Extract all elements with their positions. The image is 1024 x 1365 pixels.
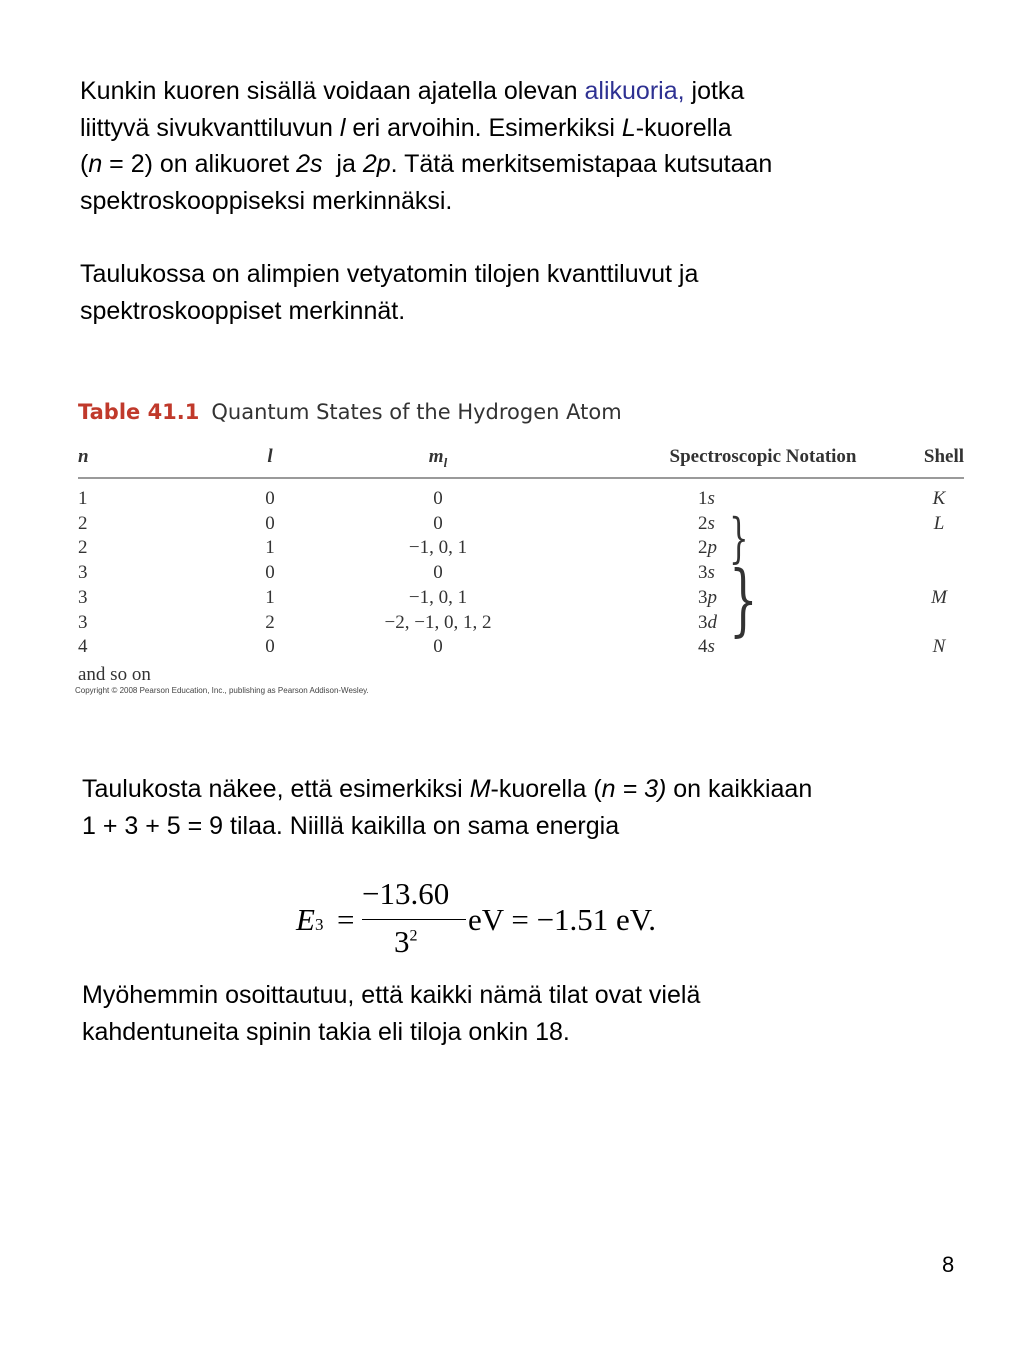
cell-spectroscopic [698,488,724,510]
intro-line-2 [80,110,980,147]
page-number: 8 [942,1252,955,1277]
cell-ml: 0 [433,562,443,584]
text: -kuorella [635,113,732,142]
cell-ml: −1, 0, 1 [408,586,468,608]
intro2-paragraph [80,256,980,329]
spec-letter: s [707,512,715,534]
table-row [78,612,964,637]
cell-ml: 0 [433,512,443,534]
after-line-1 [82,771,982,808]
header-n: n [78,446,89,467]
intro2-line-2: spektroskooppiset merkinnät. [80,296,406,325]
cell-shell: M [931,586,947,608]
header-ml-main: m [428,446,444,467]
cell-l: 0 [265,562,275,584]
text: ( [80,150,89,178]
cell-ml: 0 [433,488,443,509]
cell-spectroscopic [698,612,724,634]
intro-paragraph [80,73,980,219]
final-line-1: Myöhemmin osoittautuu, että kaikki nämä tilat ovat vielä [82,981,701,1009]
text: . Tätä merkitsemistapaa kutsutaan [390,150,773,178]
text: jotka [684,77,745,105]
table-row [78,562,964,587]
text: -kuorella ( [490,775,602,803]
cell-n: 2 [78,537,88,559]
intro-line-4: spektroskooppiseksi merkinnäksi. [80,186,453,215]
cell-n: 3 [78,611,88,633]
cell-n: 3 [78,562,88,584]
cell-n: 4 [78,636,88,658]
final-paragraph [82,977,982,1050]
text: Kunkin kuoren sisällä voidaan ajatella olevan [80,77,585,105]
table-row [78,513,964,538]
symbol-2p: 2p [362,150,391,178]
cell-l: 0 [265,636,275,658]
header-divider [78,477,964,479]
table-title [78,400,622,424]
eq-den-exp: 2 [409,927,418,945]
symbol-M: M [469,775,491,803]
cell-spectroscopic [698,636,724,658]
intro-line-3 [80,146,980,183]
copyright-notice: Copyright © 2008 Pearson Education, Inc., publishing as Pearson Addison-Wesley. [75,686,369,695]
symbol-2s: 2s [296,150,323,178]
intro-line-1 [80,73,980,110]
cell-shell: N [932,636,946,658]
cell-l: 0 [265,488,275,509]
table-row [78,488,964,513]
energy-equation [296,876,696,966]
symbol-L: L [621,113,636,142]
header-l: l [267,446,273,467]
spec-number: 1 [698,488,708,509]
cell-ml: 0 [433,636,443,658]
spec-number: 2 [698,537,708,559]
brace-L: } [729,508,749,570]
spec-number: 3 [698,586,708,608]
table-number: Table 41.1 [78,400,200,424]
spec-number: 4 [698,636,708,658]
cell-shell: L [933,512,945,534]
eq-den-base: 3 [394,924,410,959]
symbol-l: l [339,113,346,142]
spec-letter: s [707,562,715,584]
spec-letter: s [707,488,715,509]
table-row [78,636,964,661]
intro2-line-1: Taulukossa on alimpien vetyatomin tilojen kvanttiluvut ja [80,260,699,288]
cell-shell: K [932,488,946,509]
table-row [78,587,964,612]
cell-l: 2 [265,611,275,633]
brace-M: } [729,555,758,646]
spec-number: 3 [698,562,708,584]
cell-spectroscopic [698,513,724,535]
spec-letter: s [707,636,715,658]
cell-spectroscopic [698,587,724,609]
eq-numerator: −13.60 [362,876,450,911]
text: eri arvoihin. Esimerkiksi [345,113,622,142]
cell-l: 0 [265,512,275,534]
eq-E-symbol: E [296,902,315,937]
cell-n: 3 [78,586,88,608]
spec-letter: p [707,586,717,608]
cell-ml: −1, 0, 1 [408,537,468,559]
text: ja [322,150,363,178]
cell-ml: −2, −1, 0, 1, 2 [384,611,492,633]
alikuoria-link[interactable]: alikuoria, [584,77,685,105]
table-caption: Quantum States of the Hydrogen Atom [211,400,622,424]
after-paragraph [82,771,982,844]
symbol-n: n [88,150,103,178]
symbol-n3: n = 3) [601,775,667,803]
header-spectroscopic: Spectroscopic Notation [669,446,857,467]
spec-letter: d [707,611,717,633]
final-line-2: kahdentuneita spinin takia eli tiloja onkin 18. [82,1017,570,1046]
text: = 2) on alikuoret [102,150,297,178]
table-row [78,537,964,562]
header-shell: Shell [923,446,964,467]
cell-n: 1 [78,488,88,509]
text: liittyvä sivukvanttiluvun [80,113,340,142]
fraction-bar [362,919,466,920]
eq-result: eV = −1.51 eV. [468,902,656,937]
spec-number: 2 [698,512,708,534]
spec-number: 3 [698,611,708,633]
cell-n: 2 [78,512,88,534]
text: Taulukosta näkee, että esimerkiksi [82,775,470,803]
eq-E-sub: 3 [314,915,324,934]
eq-E [296,902,323,938]
spec-letter: p [707,537,717,559]
header-ml-sub: l [443,454,448,470]
eq-equals: = [337,902,355,937]
eq-denominator [394,924,418,960]
cell-l: 1 [265,586,275,608]
header-ml [358,446,518,471]
table-header [78,446,964,476]
cell-l: 1 [265,537,275,559]
cell-spectroscopic [698,537,724,559]
and-so-on: and so on [78,664,151,685]
text: on kaikkiaan [666,775,813,803]
cell-spectroscopic [698,562,724,584]
after-line-2: 1 + 3 + 5 = 9 tilaa. Niillä kaikilla on sama energia [82,811,620,840]
